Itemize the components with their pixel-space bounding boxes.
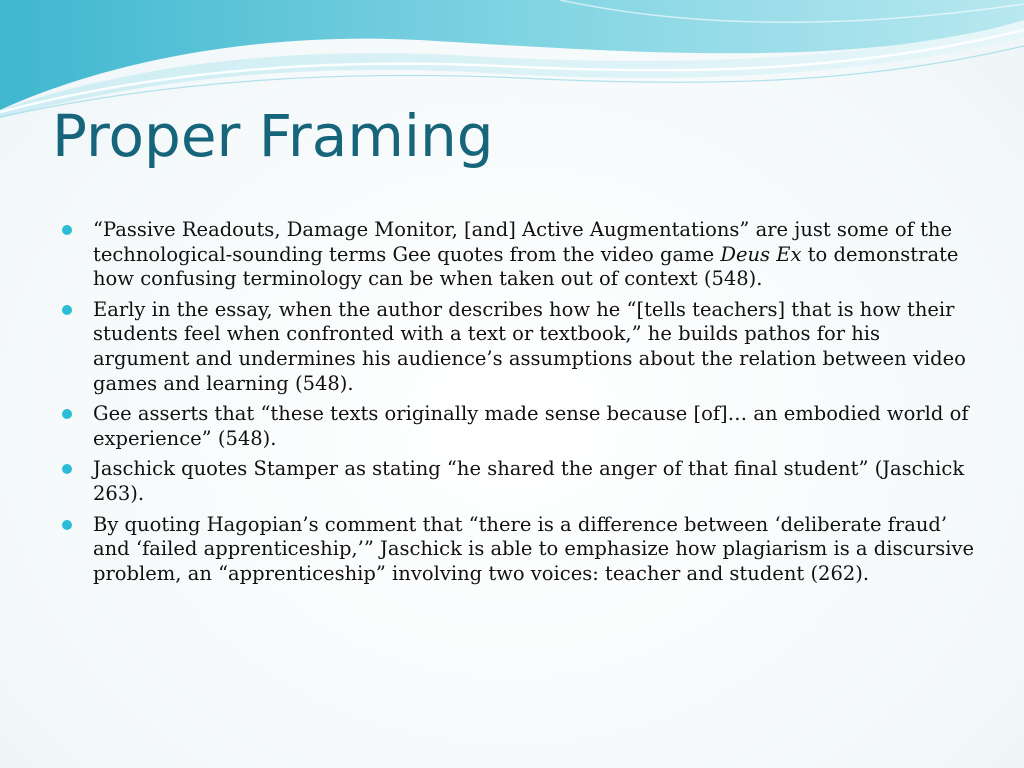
bullet-item [62, 298, 982, 396]
bullet-item [62, 513, 982, 587]
bullet-text: Jaschick quotes Stamper as stating “he shared the anger of that final student” (Jaschick 263). [93, 457, 965, 505]
bullet-item [62, 457, 982, 506]
bullet-text: Gee asserts that “these texts originally made sense because [of]… an embodied world of experience” (548). [93, 402, 969, 450]
bullet-text: to demonstrate how confusing terminology can be when taken out of context (548). [93, 242, 959, 291]
bullet-dot-icon [62, 520, 72, 530]
bullet-text: By quoting Hagopian’s comment that “there is a difference between ‘deliberate fraud’ and ‘failed apprenticeship,’” Jaschick is able to emphasize how plagiarism is a discursive problem, an “apprenticeship” involving two voices: teacher and student (262). [93, 512, 975, 585]
bullet-dot-icon [62, 225, 72, 235]
bullet-dot-icon [62, 409, 72, 419]
bullet-text: Early in the essay, when the author describes how he “[tells teachers] that is how their students feel when confronted with a text or textbook,” he builds pathos for his argument and undermines his audience’s assumptions about the relation between video games and learning (548). [93, 297, 966, 395]
bullet-item [62, 402, 982, 451]
slide-title: Proper Framing [52, 102, 494, 170]
bullet-item [62, 218, 982, 292]
bullet-dot-icon [62, 464, 72, 474]
bullet-list [62, 218, 982, 592]
bullet-dot-icon [62, 305, 72, 315]
bullet-text: “Passive Readouts, Damage Monitor, [and] Active Augmentations” are just some of the technological-sounding terms Gee quotes from the video game [93, 218, 952, 266]
bullet-text-italic: Deus Ex [720, 242, 802, 266]
